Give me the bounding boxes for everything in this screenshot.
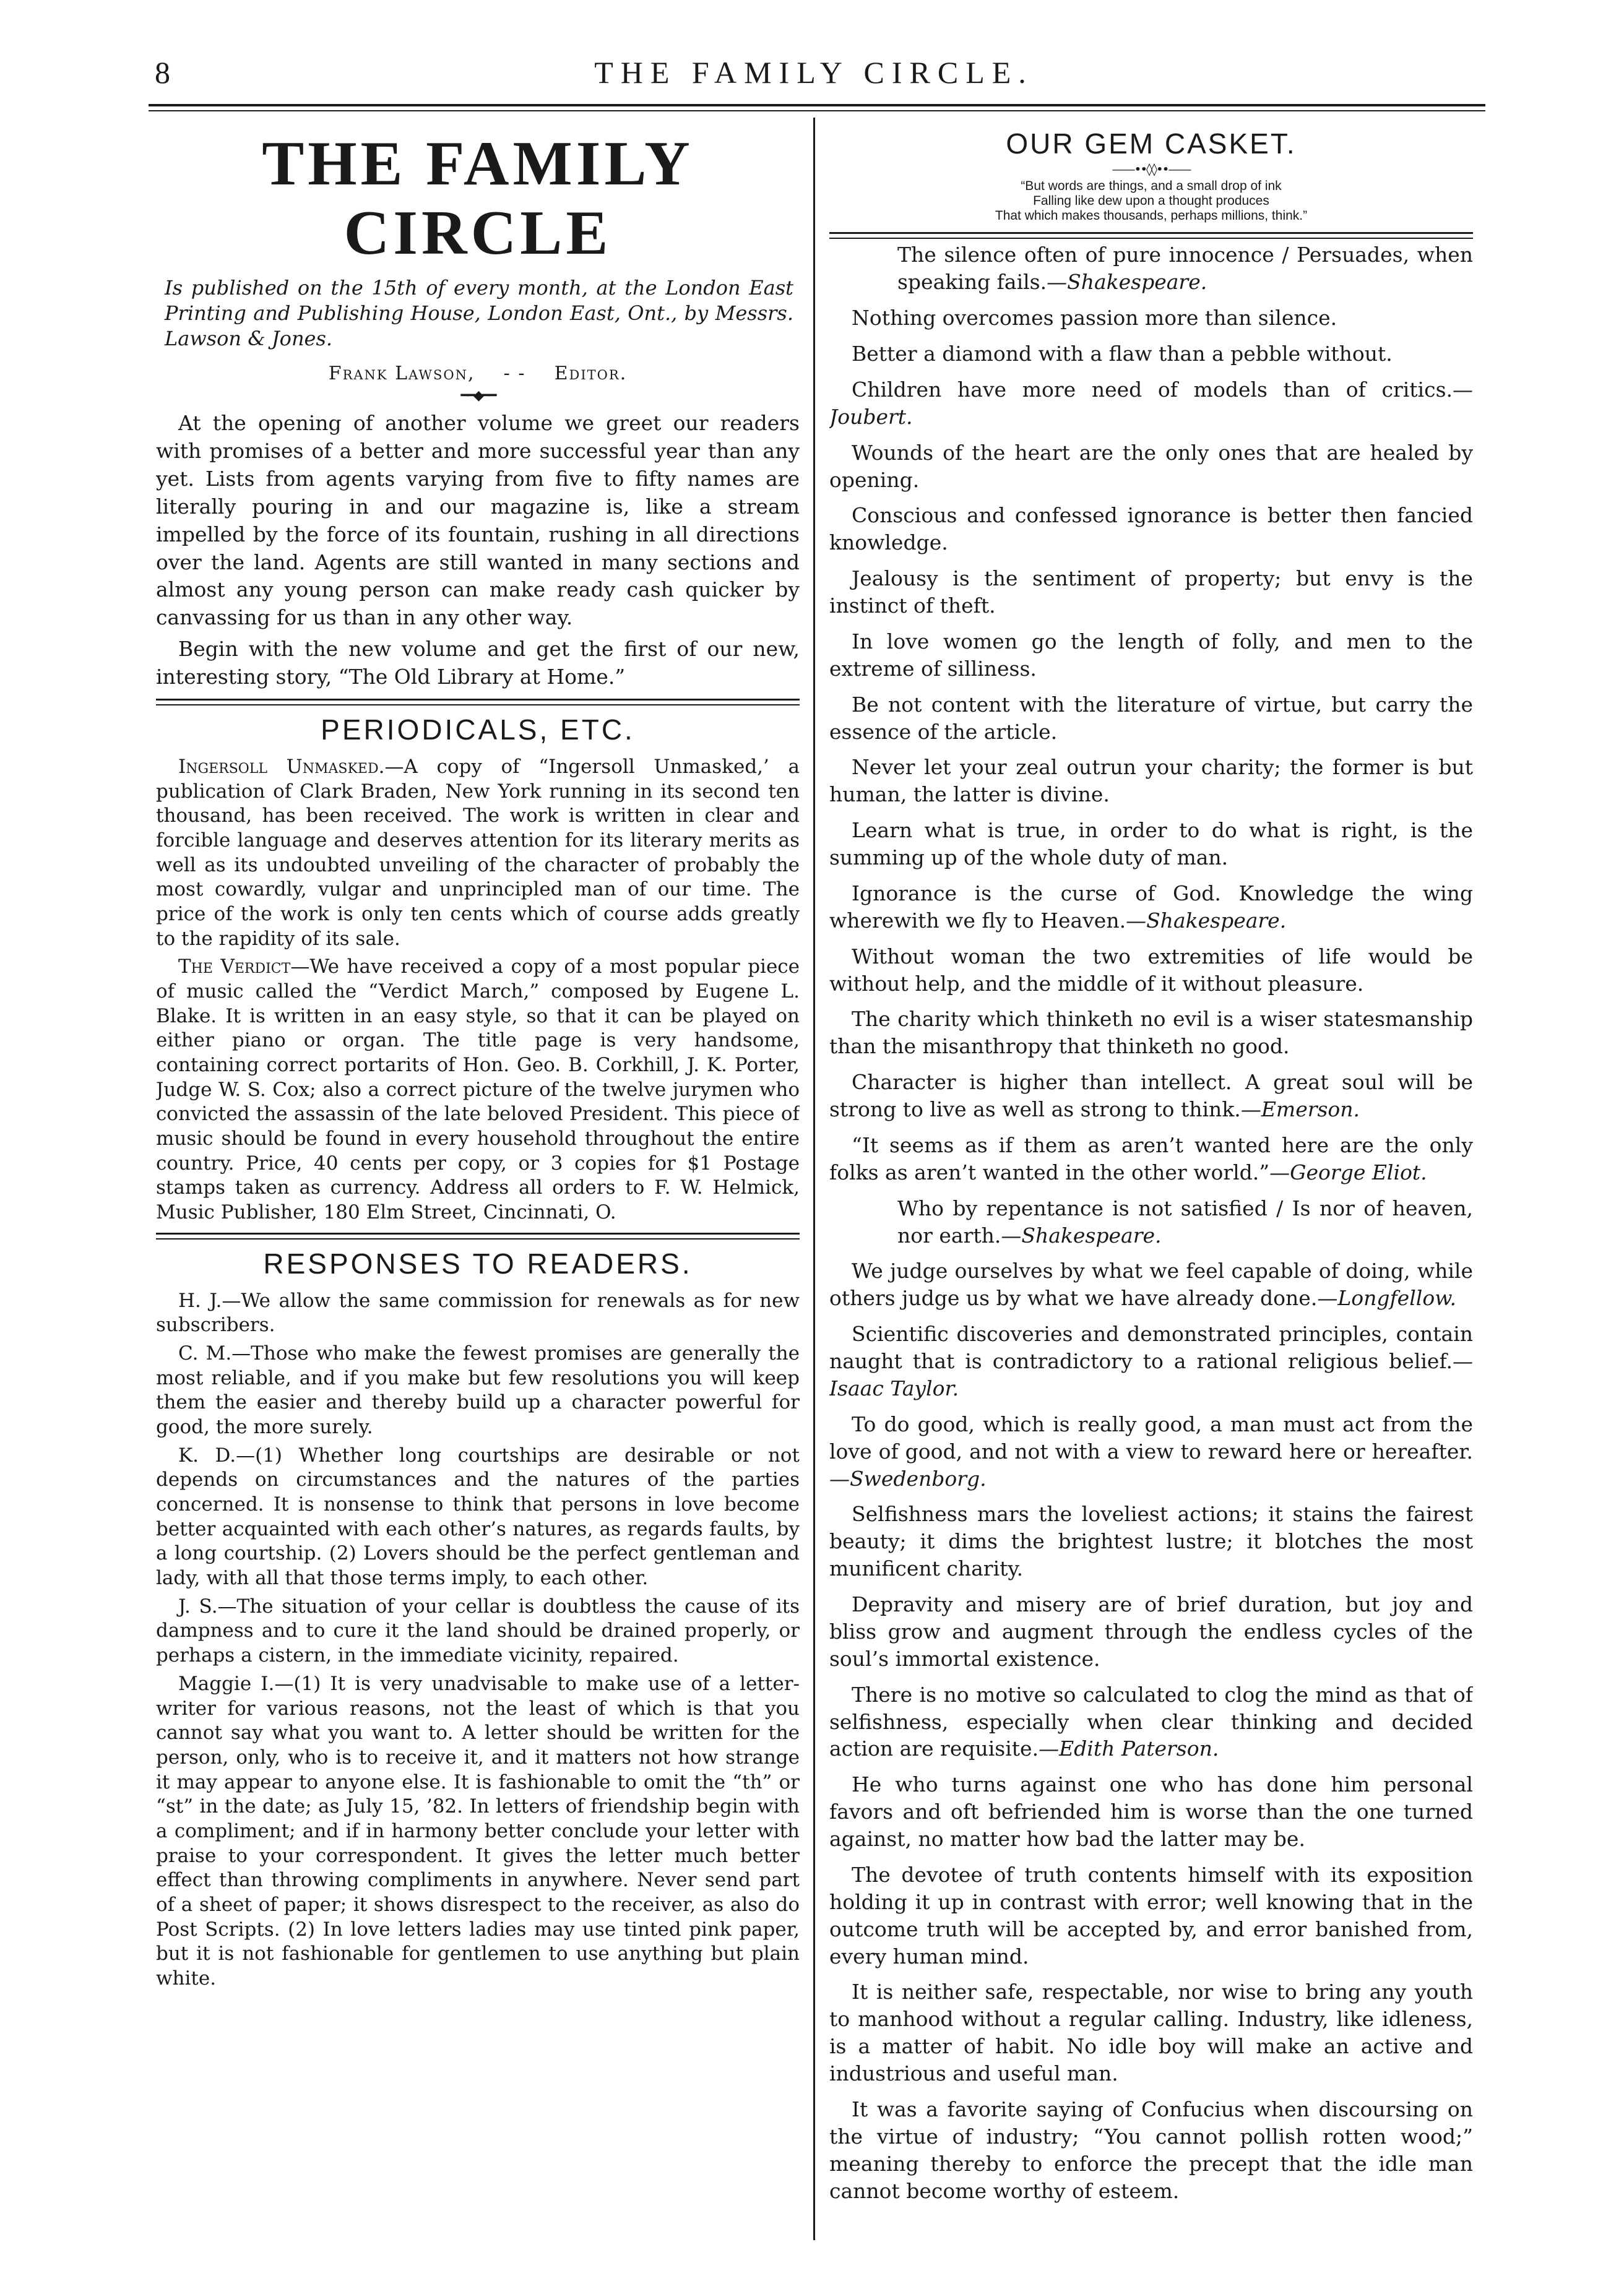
gem-item bbox=[829, 1861, 1473, 1970]
gem-item bbox=[829, 1006, 1473, 1060]
gem-item bbox=[829, 754, 1473, 808]
editor-dashes: - - bbox=[503, 363, 526, 385]
epigraph-line: “But words are things, and a small drop of ink bbox=[1021, 179, 1282, 193]
gem-item bbox=[829, 817, 1473, 871]
gem-attribution: —Emerson. bbox=[1240, 1097, 1360, 1122]
gem-casket-heading: OUR GEM CASKET. bbox=[1006, 127, 1297, 160]
gem-attribution: —George Eliot. bbox=[1269, 1160, 1427, 1184]
gem-item bbox=[829, 340, 1473, 368]
gem-item bbox=[829, 1069, 1473, 1123]
gem-item bbox=[829, 1132, 1473, 1186]
gem-text: “It seems as if them as aren’t wanted here are the only folks as aren’t wanted in the other world.” bbox=[829, 1132, 1473, 1184]
page-number: 8 bbox=[155, 55, 178, 90]
gem-text: Character is higher than intellect. A great soul will be strong to live as well as strong to think. bbox=[829, 1070, 1473, 1122]
gem-item bbox=[829, 304, 1473, 332]
gem-text: It was a favorite saying of Confucius when discoursing on the virtue of industry; “You cannot pollish rotten wood;” meaning thereby to enforce the precept that the idle man cannot become worthy of esteem. bbox=[829, 2097, 1473, 2203]
responses-heading: RESPONSES TO READERS. bbox=[263, 1247, 693, 1280]
left-column bbox=[156, 121, 800, 2249]
gem-attribution: —Isaac Taylor. bbox=[829, 1349, 1473, 1400]
gem-attribution: —Shakespeare. bbox=[1047, 270, 1207, 295]
gem-text: Never let your zeal outrun your charity; the former is but human, the latter is divine. bbox=[829, 755, 1473, 807]
editorial-paragraph: Begin with the new volume and get the first of our new, interesting story, “The Old Library at Home.” bbox=[156, 637, 800, 689]
gem-text: Scientific discoveries and demonstrated principles, contain naught that is contradictory to a rational religious belief. bbox=[829, 1322, 1473, 1374]
masthead-title: THE FAMILY CIRCLE bbox=[262, 129, 694, 269]
gem-text: Depravity and misery are of brief duration, but joy and bliss grow and augment through the endless cycles of the soul’s immortal existence. bbox=[829, 1592, 1473, 1671]
gem-attribution: —Swedenborg. bbox=[829, 1466, 987, 1491]
gem-item bbox=[829, 565, 1473, 619]
periodical-item bbox=[156, 955, 800, 1225]
header-rule-thin bbox=[149, 110, 1485, 111]
editorial bbox=[156, 410, 800, 691]
gem-item bbox=[829, 2096, 1473, 2205]
periodical-item bbox=[156, 755, 800, 951]
gems-list bbox=[829, 241, 1473, 2204]
gem-attribution: —Joubert. bbox=[829, 377, 1473, 429]
gem-attribution: —Shakespeare. bbox=[1126, 908, 1287, 933]
response-item: C. M.—Those who make the fewest promises are generally the most reliable, and if you make but few resolutions you will keep them the easier and thereby build up a character powerful for good, the more surely. bbox=[156, 1342, 800, 1439]
gem-text: Be not content with the literature of virtue, but carry the essence of the article. bbox=[829, 692, 1473, 744]
gem-item bbox=[829, 1591, 1473, 1673]
gem-text: Selfishness mars the loveliest actions; it stains the fairest beauty; it dims the brightest lustre; it blotches the most munificent charity. bbox=[829, 1502, 1473, 1581]
gem-text: He who turns against one who has done him personal favors and oft befriended him is worse than the one turned against, no matter how bad the latter may be. bbox=[829, 1772, 1473, 1852]
gem-text: The devotee of truth contents himself with its exposition holding it up in contrast with error; well knowing that in the outcome truth will be accepted by, and error banished from, every human mind. bbox=[829, 1862, 1473, 1968]
gem-item bbox=[829, 376, 1473, 431]
gem-item bbox=[829, 1501, 1473, 1582]
response-item: K. D.—(1) Whether long courtships are desirable or not depends on circumstances and the natures of the parties concerned. It is nonsense to think that persons in love become better acquainted with each other’s natures, as regards faults, by a long courtship. (2) Lovers should be the perfect gentleman and lady, with all that those terms imply, to each other. bbox=[156, 1444, 800, 1590]
gem-attribution: —Shakespeare. bbox=[1001, 1223, 1162, 1248]
column-divider bbox=[813, 118, 815, 2240]
gem-ornament: ——••◊◊••—— bbox=[1112, 162, 1191, 176]
gem-item bbox=[829, 1978, 1473, 2087]
gem-text: Nothing overcomes passion more than silence. bbox=[852, 306, 1337, 330]
gem-text: In love women go the length of folly, and men to the extreme of silliness. bbox=[829, 629, 1473, 681]
gem-item bbox=[829, 502, 1473, 556]
section-rule bbox=[156, 699, 800, 705]
periodicals-list bbox=[156, 755, 800, 1225]
gem-item bbox=[829, 439, 1473, 494]
gem-item bbox=[829, 1195, 1473, 1249]
gem-text: Conscious and confessed ignorance is better then fancied knowledge. bbox=[829, 503, 1473, 555]
running-title: THE FAMILY CIRCLE. bbox=[594, 55, 1034, 90]
epigraph bbox=[829, 179, 1473, 223]
gem-text: Wounds of the heart are the only ones that are healed by opening. bbox=[829, 440, 1473, 492]
gem-text: The silence often of pure innocence / Persuades, when speaking fails. bbox=[897, 243, 1473, 295]
periodicals-heading: PERIODICALS, ETC. bbox=[321, 713, 635, 746]
section-rule bbox=[156, 1233, 800, 1240]
section-rule bbox=[829, 232, 1473, 239]
gem-item bbox=[829, 880, 1473, 934]
response-item: H. J.—We allow the same commission for renewals as for new subscribers. bbox=[156, 1289, 800, 1337]
gem-item bbox=[829, 691, 1473, 746]
gem-item bbox=[829, 943, 1473, 998]
gem-text: We judge ourselves by what we feel capable of doing, while others judge us by what we have already done. bbox=[829, 1259, 1473, 1311]
gem-text: The charity which thinketh no evil is a wiser statesmanship than the misanthropy that thinketh no good. bbox=[829, 1007, 1473, 1059]
gem-text: Ignorance is the curse of God. Knowledge the wing wherewith we fly to Heaven. bbox=[829, 881, 1473, 933]
gem-text: To do good, which is really good, a man must act from the love of good, and not with a view to reward here or hereafter. bbox=[829, 1412, 1473, 1464]
editor-line bbox=[156, 363, 800, 384]
responses-list bbox=[156, 1289, 800, 1991]
periodical-text: —We have received a copy of a most popular piece of music called the “Verdict March,” composed by Eugene L. Blake. It is written in an easy style, so that it can be played on either piano or organ. The title page is very handsome, containing correct portarits of Hon. Geo. B. Corkhill, J. K. Porter, Judge W. S. Cox; also a correct picture of the twelve jurymen who convicted the assassin of the late beloved President. This piece of music should be found in every household throughout the entire country. Price, 40 cents per copy, or 3 copies for $1 Postage stamps taken as currency. Address all orders to F. W. Helmick, Music Publisher, 180 Elm Street, Cincinnati, O. bbox=[156, 955, 800, 1224]
gem-text: It is neither safe, respectable, nor wise to bring any youth to manhood without a regular calling. Industry, like idleness, is a matter of habit. No idle boy will make an active and industrious and useful man. bbox=[829, 1980, 1473, 2086]
gem-attribution: —Edith Paterson. bbox=[1039, 1736, 1219, 1761]
periodical-text: —A copy of “Ingersoll Unmasked,’ a publication of Clark Braden, New York running in its second ten thousand, has been received. The work is written in clear and forcible language and deserves attention for its literary merits as well as its undoubted unveiling of the character of probably the most cowardly, vulgar and unprincipled man of our time. The price of the work is only ten cents which of course adds greatly to the rapidity of its sale. bbox=[156, 755, 800, 950]
gem-text: Jealousy is the sentiment of property; but envy is the instinct of theft. bbox=[829, 566, 1473, 618]
gem-item bbox=[829, 1411, 1473, 1493]
gem-attribution: —Longfellow. bbox=[1317, 1286, 1457, 1311]
header-rule bbox=[149, 104, 1485, 106]
epigraph-line: Falling like dew upon a thought produces bbox=[1033, 194, 1269, 209]
right-column bbox=[829, 121, 1473, 2249]
gem-item bbox=[829, 1681, 1473, 1763]
editorial-paragraph: At the opening of another volume we greet our readers with promises of a better and more successful year than any yet. Lists from agents varying from five to fifty names are literally pouring in and our magazine is, like a stream impelled by the force of its fountain, rushing in all directions over the land. Agents are still wanted in many sections and almost any young person can make ready cash quicker by canvassing for us than in any other way. bbox=[156, 411, 800, 630]
periodical-lead: The Verdict bbox=[178, 955, 291, 978]
gem-text: Learn what is true, in order to do what is right, is the summing up of the whole duty of man. bbox=[829, 818, 1473, 870]
editor-title: Editor. bbox=[554, 363, 628, 385]
publication-note: Is published on the 15th of every month, at the London East Printing and Publishing House, London East, Ont., by Messrs. Lawson & Jones. bbox=[165, 276, 793, 351]
running-head bbox=[136, 54, 1492, 98]
gem-text: Without woman the two extremities of life would be without help, and the middle of it without pleasure. bbox=[829, 944, 1473, 996]
gem-item bbox=[829, 1771, 1473, 1853]
periodical-lead: Ingersoll Unmasked. bbox=[178, 755, 385, 778]
gem-item bbox=[829, 241, 1473, 296]
ornament-divider: ━━◆━━ bbox=[460, 388, 495, 404]
gem-item bbox=[829, 628, 1473, 683]
gem-text: Children have more need of models than of critics. bbox=[852, 377, 1453, 402]
gem-item bbox=[829, 1321, 1473, 1402]
gem-item bbox=[829, 1257, 1473, 1312]
gem-text: There is no motive so calculated to clog the mind as that of selfishness, especially when clear thinking and decided action are requisite. bbox=[829, 1682, 1473, 1761]
editor-name: Frank Lawson, bbox=[328, 363, 475, 385]
response-item: J. S.—The situation of your cellar is doubtless the cause of its dampness and to cure it the land should be drained properly, or perhaps a cistern, in the immediate vicinity, repaired. bbox=[156, 1595, 800, 1667]
response-item: Maggie I.—(1) It is very unadvisable to make use of a letter-writer for various reasons, not the least of which is that you cannot say what you want to. A letter should be written for the person, only, who is to receive it, and it matters not how strange it may appear to anyone else. It is fashionable to omit the “th” or “st” in the date; as July 15, ’82. In letters of friendship begin with a compliment; and if in harmony better conclude your letter with praise to your correspondent. It gives the letter much better effect than throwing compliments in anywhere. Never send part of a sheet of paper; it shows disrespect to the receiver, as also do Post Scripts. (2) In love letters ladies may use tinted pink paper, but it is not fashionable for gentlemen to use anything but plain white. bbox=[156, 1672, 800, 1990]
gem-text: Who by repentance is not satisfied / Is nor of heaven, nor earth. bbox=[897, 1196, 1473, 1248]
epigraph-line: That which makes thousands, perhaps millions, think.” bbox=[995, 209, 1308, 223]
gem-text: Better a diamond with a flaw than a pebble without. bbox=[852, 342, 1393, 366]
